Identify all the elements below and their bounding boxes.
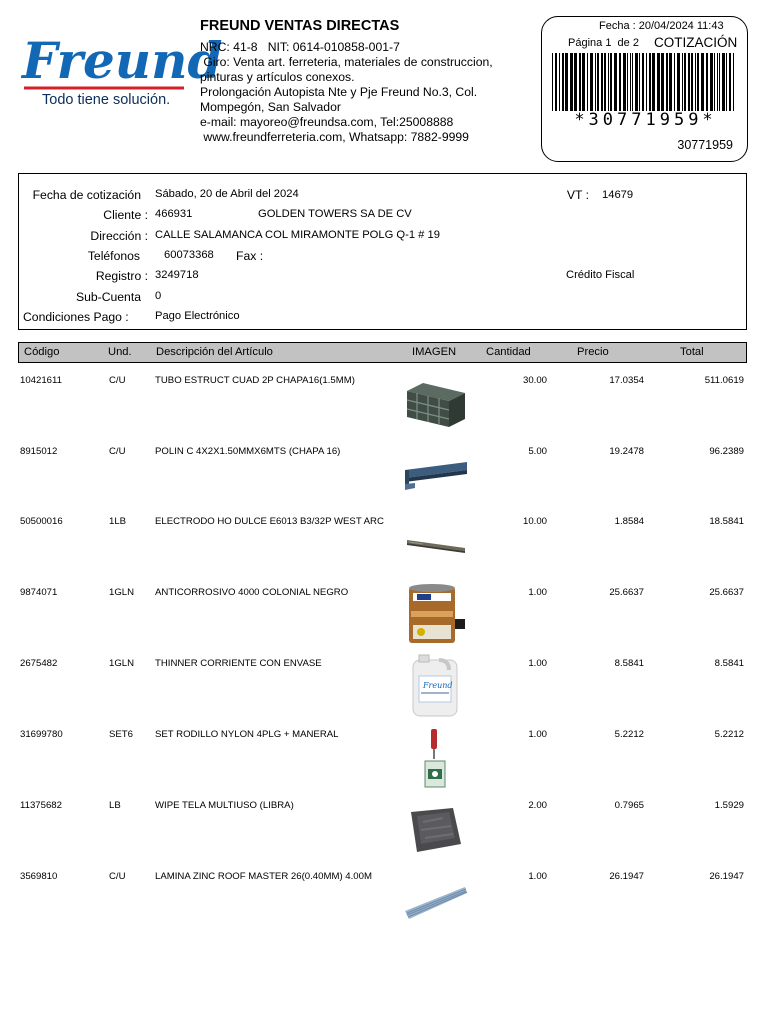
row-total: 18.5841 — [709, 516, 744, 527]
row-code: 10421611 — [20, 375, 62, 386]
barcode-bar — [646, 53, 647, 111]
barcode-bar — [726, 53, 727, 111]
row-quantity: 5.00 — [528, 446, 547, 457]
barcode-bar — [674, 53, 675, 111]
client-name: GOLDEN TOWERS SA DE CV — [258, 208, 412, 220]
payment-terms-label: Condiciones Pago : — [23, 310, 129, 324]
barcode-bar — [661, 53, 664, 111]
barcode-bar — [684, 53, 686, 111]
barcode-bar — [652, 53, 655, 111]
address-value: CALLE SALAMANCA COL MIRAMONTE POLG Q-1 # 19 — [155, 229, 440, 241]
barcode-bar — [729, 53, 731, 111]
wipe-cloth-image — [403, 794, 469, 854]
barcode-bar — [706, 53, 708, 111]
quote-date-label: Fecha : — [599, 20, 636, 32]
registry-label: Registro : — [95, 269, 148, 283]
row-description: THINNER CORRIENTE CON ENVASE — [155, 658, 322, 669]
address-label: Dirección : — [90, 229, 148, 243]
col-price: Precio — [577, 346, 609, 358]
barcode-bar — [574, 53, 577, 111]
freund-logo — [20, 22, 223, 114]
barcode-bar — [590, 53, 593, 111]
barcode-bar — [562, 53, 564, 111]
barcode-bar — [719, 53, 720, 111]
row-description: POLIN C 4X2X1.50MMX6MTS (CHAPA 16) — [155, 446, 341, 457]
row-code: 2675482 — [20, 658, 58, 669]
barcode-bar — [639, 53, 640, 111]
row-description: TUBO ESTRUCT CUAD 2P CHAPA16(1.5MM) — [155, 375, 355, 386]
col-image: IMAGEN — [412, 346, 457, 358]
subaccount-label: Sub-Cuenta — [75, 290, 141, 304]
row-code: 9874071 — [20, 587, 58, 598]
row-unit: C/U — [109, 446, 126, 457]
row-code: 50500016 — [20, 516, 63, 527]
barcode-bar — [669, 53, 672, 111]
barcode-bar — [701, 53, 704, 111]
row-code: 11375682 — [20, 800, 62, 811]
row-quantity: 30.00 — [522, 375, 547, 386]
barcode-text: *30771959* — [574, 110, 717, 130]
row-price: 17.0354 — [609, 375, 644, 386]
col-description: Descripción del Artículo — [156, 346, 273, 358]
barcode-bar — [717, 53, 718, 111]
barcode-bar — [597, 53, 599, 111]
row-unit: C/U — [109, 375, 126, 386]
row-price: 8.5841 — [614, 658, 644, 669]
row-quantity: 1.00 — [528, 587, 547, 598]
col-code: Código — [24, 346, 60, 358]
vt-value: 14679 — [602, 189, 634, 201]
barcode-bar — [710, 53, 713, 111]
logo-wordmark: Freund — [22, 31, 223, 90]
row-total: 25.6637 — [709, 587, 744, 598]
barcode-bar — [657, 53, 660, 111]
barcode-bar — [722, 53, 725, 111]
barcode-bar — [691, 53, 693, 111]
barcode-bar — [608, 53, 609, 111]
row-price: 26.1947 — [609, 871, 644, 882]
barcode-bar — [632, 53, 633, 111]
row-total: 5.2212 — [714, 729, 744, 740]
row-description: ELECTRODO HO DULCE E6013 B3/32P WEST ARC — [155, 516, 384, 527]
row-unit: 1GLN — [109, 658, 135, 669]
row-unit: 1GLN — [109, 587, 135, 598]
barcode-bar — [714, 53, 715, 111]
quote-date-value: Sábado, 20 de Abril del 2024 — [155, 188, 299, 200]
barcode-bar — [610, 53, 612, 111]
barcode-image — [550, 53, 739, 111]
row-code: 3569810 — [20, 871, 58, 882]
row-quantity: 1.00 — [528, 871, 547, 882]
registry-value: 3249718 — [155, 269, 199, 281]
page-indicator — [568, 37, 639, 49]
row-description: SET RODILLO NYLON 4PLG + MANERAL — [155, 729, 339, 740]
row-unit: 1LB — [109, 516, 127, 527]
company-line: NRC: 41-8 NIT: 0614-010858-001-7 — [200, 40, 400, 54]
barcode-bar — [627, 53, 628, 111]
table-row — [18, 718, 747, 788]
zinc-sheet-image — [403, 865, 469, 925]
client-label: Cliente : — [103, 208, 148, 222]
company-line: Prolongación Autopista Nte y Pje Freund No.3, Col. — [200, 85, 478, 99]
company-line: Giro: Venta art. ferreteria, materiales de construccion, — [200, 55, 493, 69]
company-line: e-mail: mayoreo@freundsa.com, Tel:25008888 — [200, 115, 454, 129]
customer-info-box — [18, 173, 747, 330]
row-quantity: 2.00 — [528, 800, 547, 811]
barcode-bar — [582, 53, 585, 111]
quote-number: 30771959 — [677, 138, 733, 152]
table-header — [18, 342, 747, 363]
row-price: 1.8584 — [614, 516, 644, 527]
row-code: 8915012 — [20, 446, 58, 457]
phones-label: Teléfonos — [87, 249, 140, 263]
barcode-bar — [635, 53, 638, 111]
quote-date-label: Fecha de cotización — [32, 188, 141, 202]
c-purlin-image — [403, 440, 469, 500]
credit-type: Crédito Fiscal — [566, 269, 635, 281]
row-total: 1.5929 — [714, 800, 744, 811]
quote-date — [599, 20, 724, 32]
row-unit: C/U — [109, 871, 126, 882]
row-unit: LB — [109, 800, 121, 811]
paint-roller-image — [403, 723, 469, 783]
paint-gallon-image — [403, 581, 469, 641]
barcode-bar — [559, 53, 560, 111]
table-row — [18, 505, 747, 575]
subaccount-value: 0 — [155, 290, 162, 302]
document-type: COTIZACIÓN — [654, 35, 738, 50]
row-total: 511.0619 — [704, 375, 744, 386]
barcode-bar — [601, 53, 603, 111]
fax-label: Fax : — [236, 249, 264, 263]
page-label: Página — [568, 37, 603, 49]
barcode-bar — [733, 53, 734, 111]
page-total: 2 — [632, 37, 639, 49]
phones-value: 60073368 — [164, 249, 214, 261]
table-row — [18, 647, 747, 717]
row-quantity: 1.00 — [528, 658, 547, 669]
barcode-bar — [677, 53, 680, 111]
row-quantity: 10.00 — [522, 516, 547, 527]
barcode-bar — [579, 53, 581, 111]
page-number: 1 — [605, 37, 612, 49]
barcode-bar — [595, 53, 596, 111]
table-row — [18, 860, 747, 930]
barcode-bar — [695, 53, 696, 111]
company-line: pinturas y artículos conexos. — [200, 70, 355, 84]
payment-terms-value: Pago Electrónico — [155, 310, 240, 322]
barcode-bar — [587, 53, 588, 111]
client-code: 466931 — [155, 208, 193, 220]
vt-label: VT : — [566, 188, 589, 202]
row-price: 0.7965 — [614, 800, 644, 811]
row-quantity: 1.00 — [528, 729, 547, 740]
barcode-bar — [649, 53, 651, 111]
barcode-bar — [604, 53, 606, 111]
row-description: WIPE TELA MULTIUSO (LIBRA) — [155, 800, 294, 811]
row-price: 5.2212 — [614, 729, 644, 740]
barcode-bar — [630, 53, 631, 111]
table-row — [18, 435, 747, 505]
company-info — [200, 18, 530, 145]
barcode-bar — [682, 53, 683, 111]
row-description: LAMINA ZINC ROOF MASTER 26(0.40MM) 4.00M — [155, 871, 372, 882]
barcode-bar — [555, 53, 557, 111]
page-of-label: de — [617, 37, 630, 49]
row-price: 19.2478 — [609, 446, 644, 457]
quote-box — [541, 16, 748, 162]
row-total: 96.2389 — [709, 446, 744, 457]
barcode-bar — [688, 53, 690, 111]
barcode-bar — [552, 53, 553, 111]
logo-tagline: Todo tiene solución. — [42, 92, 171, 108]
row-price: 25.6637 — [609, 587, 644, 598]
col-quantity: Cantidad — [486, 346, 531, 358]
quote-date-value: 20/04/2024 11:43 — [638, 20, 724, 32]
table-row — [18, 789, 747, 859]
barcode-bar — [697, 53, 699, 111]
steel-tube-image — [403, 369, 469, 429]
svg-text:Freund: Freund — [423, 681, 453, 690]
barcode-bar — [666, 53, 668, 111]
barcode-bar — [623, 53, 626, 111]
thinner-jug-image — [403, 652, 469, 712]
table-row — [18, 364, 747, 434]
row-code: 31699780 — [20, 729, 63, 740]
row-total: 26.1947 — [709, 871, 744, 882]
company-name: FREUND VENTAS DIRECTAS — [200, 18, 400, 34]
table-row — [18, 576, 747, 646]
welding-electrode-image — [403, 510, 469, 570]
company-line: Mompegón, San Salvador — [200, 100, 341, 114]
barcode-bar — [619, 53, 621, 111]
barcode-bar — [642, 53, 644, 111]
barcode-bar — [565, 53, 568, 111]
barcode-bar — [614, 53, 617, 111]
row-total: 8.5841 — [714, 658, 744, 669]
barcode-bar — [570, 53, 573, 111]
col-unit: Und. — [108, 346, 132, 358]
row-description: ANTICORROSIVO 4000 COLONIAL NEGRO — [155, 587, 349, 598]
row-unit: SET6 — [109, 729, 133, 740]
company-line: www.freundferreteria.com, Whatsapp: 7882-9999 — [200, 130, 469, 144]
col-total: Total — [680, 346, 704, 358]
